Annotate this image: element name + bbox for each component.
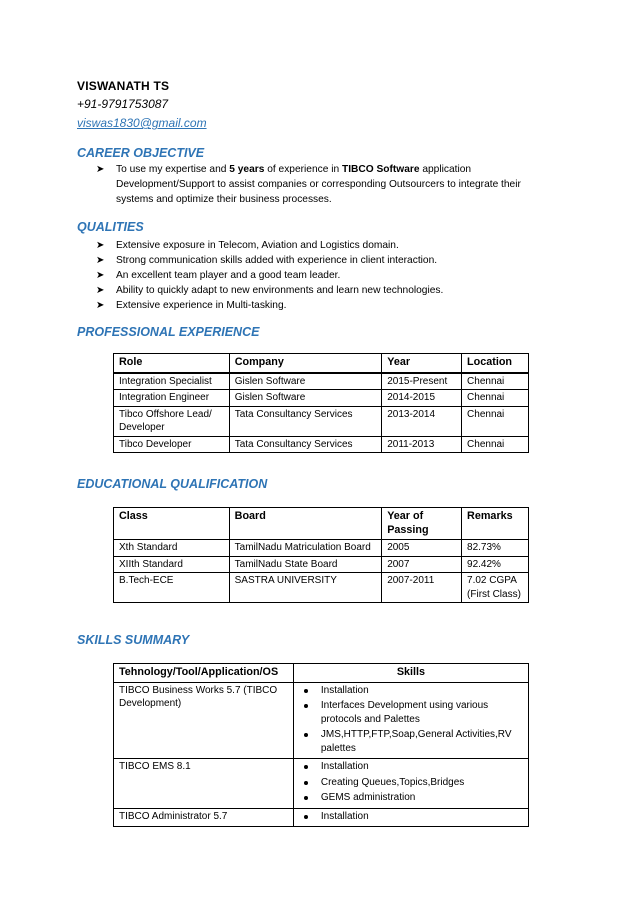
education-cell-year: 2005 <box>382 540 462 557</box>
skill-item: GEMS administration <box>299 791 523 805</box>
education-cell-remarks: 82.73% <box>462 540 529 557</box>
education-header-board: Board <box>229 508 382 540</box>
skills-list <box>299 684 523 756</box>
skills-table-body <box>114 682 529 827</box>
experience-cell-location: Chennai <box>462 373 529 390</box>
experience-cell-role: Integration Engineer <box>114 390 230 407</box>
experience-cell-year: 2011-2013 <box>382 436 462 453</box>
qualities-list <box>96 238 443 313</box>
education-cell-board: TamilNadu State Board <box>229 556 382 573</box>
arrow-bullet-icon: ➤ <box>96 285 105 296</box>
skill-item: Installation <box>299 810 523 824</box>
skills-cell-tool: TIBCO EMS 8.1 <box>114 759 294 809</box>
experience-header-row <box>114 354 529 373</box>
experience-row <box>114 373 529 390</box>
education-cell-remarks: 92.42% <box>462 556 529 573</box>
education-header-year: Year of Passing <box>382 508 462 540</box>
experience-header-year: Year <box>382 354 462 373</box>
qualities-heading: QUALITIES <box>77 220 144 234</box>
education-cell-board: SASTRA UNIVERSITY <box>229 573 382 603</box>
quality-item <box>96 253 443 268</box>
skills-row <box>114 759 529 809</box>
skills-header-skills: Skills <box>293 664 528 683</box>
experience-cell-company: Tata Consultancy Services <box>229 406 382 436</box>
education-table-body <box>114 540 529 603</box>
skill-item: Creating Queues,Topics,Bridges <box>299 776 523 790</box>
education-row <box>114 573 529 603</box>
experience-years: 5 years <box>229 164 265 175</box>
tibco-software-emphasis: TIBCO Software <box>341 164 420 175</box>
skills-table <box>113 663 529 827</box>
education-cell-year: 2007-2011 <box>382 573 462 603</box>
skills-cell-tool: TIBCO Administrator 5.7 <box>114 808 294 827</box>
skills-list <box>299 810 523 824</box>
experience-cell-location: Chennai <box>462 390 529 407</box>
career-objective-list <box>96 162 536 207</box>
career-objective-item <box>96 162 536 207</box>
education-header-class: Class <box>114 508 230 540</box>
quality-text: Strong communication skills added with experience in client interaction. <box>116 255 438 266</box>
education-cell-board: TamilNadu Matriculation Board <box>229 540 382 557</box>
arrow-bullet-icon: ➤ <box>96 270 105 281</box>
education-cell-class: Xth Standard <box>114 540 230 557</box>
experience-cell-location: Chennai <box>462 436 529 453</box>
educational-qualification-heading: EDUCATIONAL QUALIFICATION <box>77 477 268 491</box>
quality-item <box>96 298 443 313</box>
experience-cell-location: Chennai <box>462 406 529 436</box>
experience-row <box>114 390 529 407</box>
experience-header-role: Role <box>114 354 230 373</box>
education-row <box>114 556 529 573</box>
quality-item <box>96 268 443 283</box>
arrow-bullet-icon: ➤ <box>96 255 105 266</box>
professional-experience-heading: PROFESSIONAL EXPERIENCE <box>77 325 260 339</box>
skills-row <box>114 682 529 759</box>
skills-header-tool: Tehnology/Tool/Application/OS <box>114 664 294 683</box>
arrow-bullet-icon: ➤ <box>96 164 105 175</box>
experience-table <box>113 353 529 453</box>
education-table <box>113 507 529 603</box>
education-cell-class: XIIth Standard <box>114 556 230 573</box>
candidate-name: VISWANATH TS <box>77 79 170 93</box>
career-objective-text: To use my expertise and 5 years of experience in TIBCO Software application Development/Support to assist companies or corresponding Outsourcers to integrate their systems and optimize their business processes. <box>116 164 521 205</box>
quality-item <box>96 238 443 253</box>
quality-text: Ability to quickly adapt to new environments and learn new technologies. <box>116 285 444 296</box>
quality-text: An excellent team player and a good team leader. <box>116 270 341 281</box>
experience-cell-company: Gislen Software <box>229 373 382 390</box>
skills-list <box>299 760 523 805</box>
phone-number: +91-9791753087 <box>77 97 169 111</box>
arrow-bullet-icon: ➤ <box>96 240 105 251</box>
skills-cell-skills <box>293 682 528 759</box>
education-cell-remarks: 7.02 CGPA (First Class) <box>462 573 529 603</box>
skills-row <box>114 808 529 827</box>
education-cell-year: 2007 <box>382 556 462 573</box>
skills-cell-skills <box>293 808 528 827</box>
quality-text: Extensive exposure in Telecom, Aviation and Logistics domain. <box>116 240 399 251</box>
skill-item: JMS,HTTP,FTP,Soap,General Activities,RV palettes <box>299 728 523 755</box>
experience-row <box>114 406 529 436</box>
email-link[interactable]: viswas1830@gmail.com <box>77 116 207 130</box>
arrow-bullet-icon: ➤ <box>96 300 105 311</box>
education-row <box>114 540 529 557</box>
experience-header-location: Location <box>462 354 529 373</box>
quality-text: Extensive experience in Multi-tasking. <box>116 300 287 311</box>
experience-cell-role: Tibco Developer <box>114 436 230 453</box>
experience-cell-year: 2015-Present <box>382 373 462 390</box>
skills-summary-heading: SKILLS SUMMARY <box>77 633 190 647</box>
career-objective-heading: CAREER OBJECTIVE <box>77 146 205 160</box>
experience-cell-role: Tibco Offshore Lead/ Developer <box>114 406 230 436</box>
experience-cell-role: Integration Specialist <box>114 373 230 390</box>
quality-item <box>96 283 443 298</box>
skill-item: Interfaces Development using various protocols and Palettes <box>299 699 523 726</box>
experience-cell-company: Gislen Software <box>229 390 382 407</box>
skills-cell-skills <box>293 759 528 809</box>
education-header-row <box>114 508 529 540</box>
skill-item: Installation <box>299 760 523 774</box>
skills-cell-tool: TIBCO Business Works 5.7 (TIBCO Development) <box>114 682 294 759</box>
experience-table-body <box>114 373 529 453</box>
experience-header-company: Company <box>229 354 382 373</box>
experience-cell-year: 2014-2015 <box>382 390 462 407</box>
skill-item: Installation <box>299 684 523 698</box>
experience-cell-company: Tata Consultancy Services <box>229 436 382 453</box>
experience-row <box>114 436 529 453</box>
education-cell-class: B.Tech-ECE <box>114 573 230 603</box>
skills-header-row <box>114 664 529 683</box>
education-header-remarks: Remarks <box>462 508 529 540</box>
experience-cell-year: 2013-2014 <box>382 406 462 436</box>
